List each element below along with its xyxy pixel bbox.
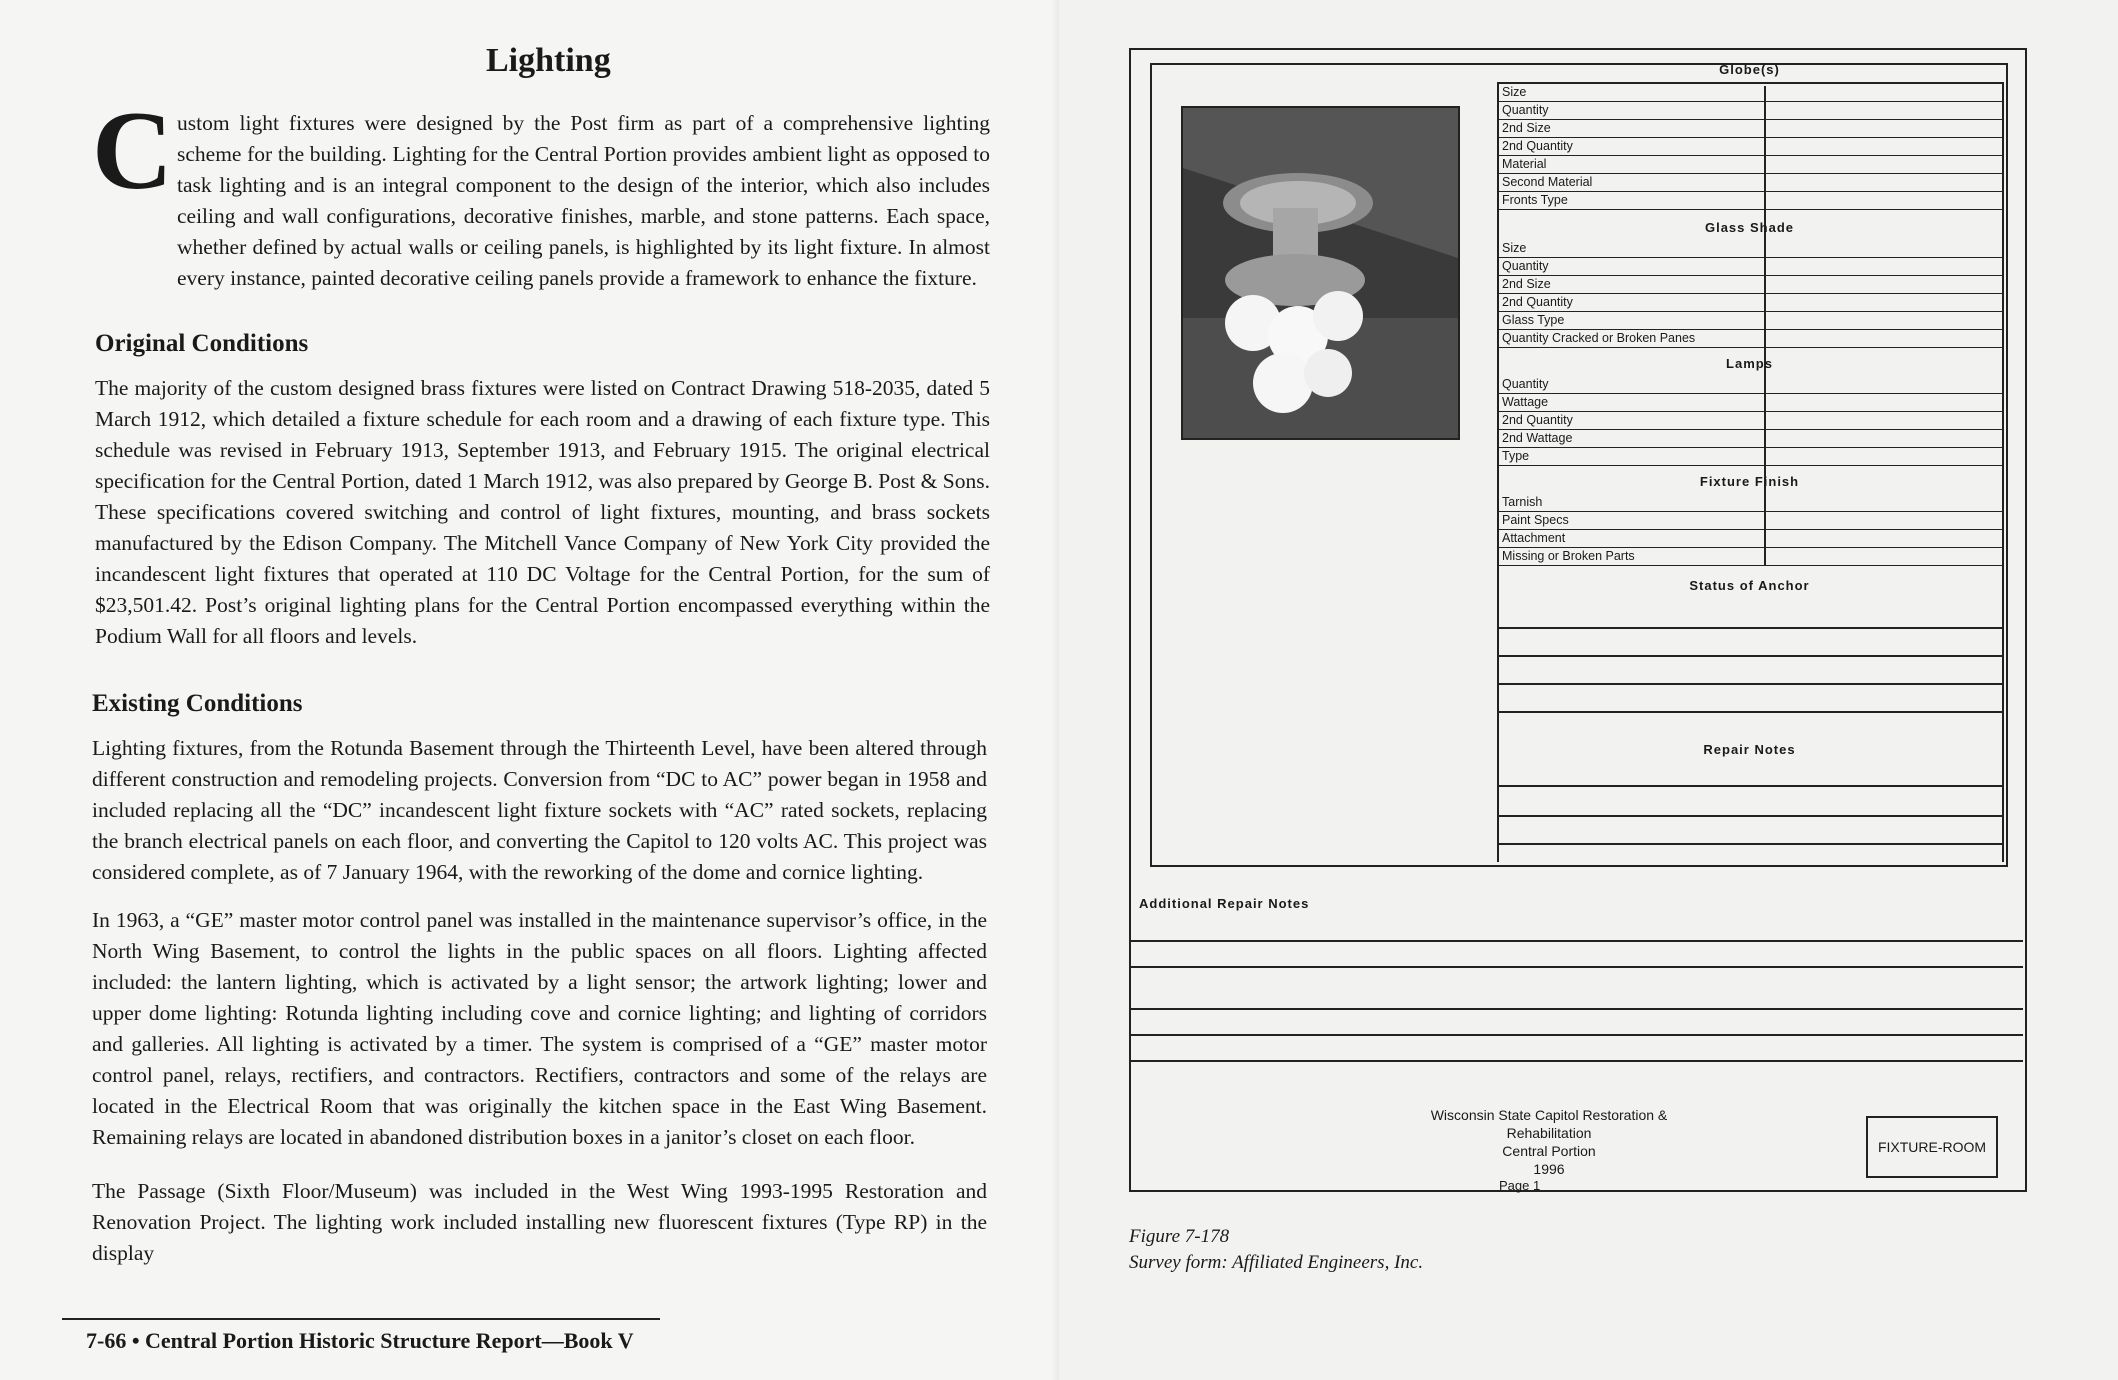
form-row <box>1497 240 2002 258</box>
intro-paragraph <box>95 108 990 294</box>
anchor-line-3 <box>1497 683 2002 685</box>
heading-existing-conditions: Existing Conditions <box>92 690 303 717</box>
org-line-1: Wisconsin State Capitol Restoration & Rehabilitation <box>1430 1107 1668 1141</box>
form-row <box>1497 174 2002 192</box>
page-footer: 7-66 • Central Portion Historic Structure Report—Book V <box>86 1328 634 1353</box>
figure-caption-number: Figure 7-178 <box>1129 1226 1230 1247</box>
form-row-label: 2nd Size <box>1502 277 1551 291</box>
form-row <box>1497 548 2002 566</box>
form-row <box>1497 494 2002 512</box>
form-row-label: Fronts Type <box>1502 193 1568 207</box>
form-row <box>1497 156 2002 174</box>
paragraph-original-conditions: The majority of the custom designed brass fixtures were listed on Contract Drawing 518-2035, dated 5 March 1912, which detailed a fixture schedule for each room and a drawing of each fixture type. This schedule was revised in February 1913, September 1913, and February 1915. The original electrical specification for the Central Portion, dated 1 March 1912, was also prepared by George B. Post & Sons. These specifications covered switching and control of light fixtures, mounting, and brass sockets manufactured by the Edison Company. The Mitchell Vance Company of New York City provided the incandescent light fixtures that operated at 110 DC Voltage for the Central Portion, for the sum of $23,501.42. Post’s original lighting plans for the Central Portion encompassed everything within the Podium Wall for all floors and levels. <box>95 376 990 648</box>
form-row-label: Attachment <box>1502 531 1566 545</box>
form-row <box>1497 512 2002 530</box>
form-row <box>1497 258 2002 276</box>
form-row-label: Quantity <box>1502 377 1549 391</box>
form-row <box>1497 120 2002 138</box>
anchor-line-4 <box>1497 711 2002 713</box>
form-row-label: Type <box>1502 449 1530 463</box>
form-row-label: Size <box>1502 241 1527 255</box>
paragraph-existing-2: In 1963, a “GE” master motor control panel was installed in the maintenance supervisor’s office, in the North Wing Basement, to control the lights in the public spaces on all floors. Lighting affected included: the lantern lighting, which is activated by a light sensor; the artwork lighting; lower and upper dome lighting: Rotunda lighting including cove and cornice lighting; and lighting of corridors and galleries. All lighting is activated by a timer. The system is comprised of a “GE” master motor control panel, relays, rectifiers, and contractors. Rectifiers, contractors and some of the relays are located in the Electrical Room that was originally the kitchen space in the East Wing Basement. Remaining relays are located in abandoned distribution boxes in a janitor’s closet on each floor. <box>92 908 987 1149</box>
form-row-label: 2nd Size <box>1502 121 1551 135</box>
form-row-label: Wattage <box>1502 395 1549 409</box>
form-row <box>1497 330 2002 348</box>
heading-original-conditions: Original Conditions <box>95 330 309 357</box>
form-row <box>1497 448 2002 466</box>
additional-line-3 <box>1131 1008 2023 1010</box>
repair-line-2 <box>1497 815 2002 817</box>
form-page-number: Page 1 <box>1499 1178 1541 1193</box>
globe-section-title: Globe(s) <box>1719 62 1780 77</box>
form-row-label: 2nd Quantity <box>1502 295 1573 309</box>
fixture-room-code-box: FIXTURE-ROOM <box>1866 1116 1998 1178</box>
form-row <box>1497 530 2002 548</box>
fixture-photo-image <box>1183 108 1458 438</box>
form-row-label: Second Material <box>1502 175 1593 189</box>
intro-text: ustom light fixtures were designed by the Post firm as part of a comprehensive lighting scheme for the building. Lighting for the Central Portion provides ambient light as opposed to task lighting and is an integral component to the design of the interior, which also includes ceiling and wall configurations, decorative finishes, marble, and stone patterns. Each space, whether defined by actual walls or ceiling panels, is highlighted by its light fixture. In almost every instance, painted decorative ceiling panels provide a framework to enhance the fixture. <box>177 111 990 290</box>
paragraph-existing-3: The Passage (Sixth Floor/Museum) was included in the West Wing 1993-1995 Restoration and Renovation Project. The lighting work included installing new fluorescent fixtures (Type RP) in the display <box>92 1179 987 1265</box>
form-row-label: Paint Specs <box>1502 513 1569 527</box>
section-title: Lighting <box>486 42 611 79</box>
paragraph-existing-1: Lighting fixtures, from the Rotunda Basement through the Thirteenth Level, have been altered through different construction and remodeling projects. Conversion from “DC to AC” power began in 1958 and included replacing all the “DC” incandescent light fixture sockets with “AC” rated sockets, replacing the branch electrical panels on each floor, and converting the Capitol to 120 volts AC. This project was considered complete, as of 7 January 1964, with the reworking of the dome and cornice lighting. <box>92 736 987 884</box>
form-row-label: Missing or Broken Parts <box>1502 549 1635 563</box>
form-row <box>1497 312 2002 330</box>
form-row <box>1497 192 2002 210</box>
additional-notes-title: Additional Repair Notes <box>1139 896 1310 911</box>
fixture-photo <box>1181 106 1460 440</box>
footer-rule <box>62 1318 660 1320</box>
form-row <box>1497 294 2002 312</box>
glass-shade-section-title: Glass Shade <box>1704 220 1795 235</box>
anchor-line-2 <box>1497 655 2002 657</box>
repair-line-1 <box>1497 785 2002 787</box>
form-row <box>1497 394 2002 412</box>
form-row-label: 2nd Quantity <box>1502 139 1573 153</box>
form-organization <box>1389 1106 1709 1178</box>
additional-line-1 <box>1131 940 2023 942</box>
additional-line-2 <box>1131 966 2023 968</box>
lamps-section-title: Lamps <box>1726 356 1773 371</box>
form-row-label: Quantity Cracked or Broken Panes <box>1502 331 1696 345</box>
form-row-label: Tarnish <box>1502 495 1543 509</box>
form-row <box>1497 430 2002 448</box>
table-right-border <box>2002 82 2004 862</box>
form-row <box>1497 376 2002 394</box>
form-row-label: Size <box>1502 85 1527 99</box>
drop-cap: C <box>92 89 173 213</box>
form-row <box>1497 102 2002 120</box>
form-row-label: Material <box>1502 157 1547 171</box>
form-row <box>1497 84 2002 102</box>
form-row-label: 2nd Quantity <box>1502 413 1573 427</box>
form-row <box>1497 138 2002 156</box>
form-row-label: Quantity <box>1502 259 1549 273</box>
org-line-3: 1996 <box>1533 1161 1565 1177</box>
fixture-finish-section-title: Fixture Finish <box>1699 474 1800 489</box>
repair-line-3 <box>1497 843 2002 845</box>
form-row-label: 2nd Wattage <box>1502 431 1573 445</box>
anchor-section-title: Status of Anchor <box>1689 578 1810 593</box>
form-row-label: Quantity <box>1502 103 1549 117</box>
form-row-label: Glass Type <box>1502 313 1565 327</box>
org-line-2: Central Portion <box>1502 1143 1596 1159</box>
additional-line-5 <box>1131 1060 2023 1062</box>
figure-caption-credit: Survey form: Affiliated Engineers, Inc. <box>1129 1252 1424 1273</box>
anchor-line-1 <box>1497 627 2002 629</box>
form-row <box>1497 412 2002 430</box>
right-page <box>1059 0 2118 1380</box>
repair-notes-section-title: Repair Notes <box>1703 742 1796 757</box>
form-row <box>1497 276 2002 294</box>
additional-line-4 <box>1131 1034 2023 1036</box>
